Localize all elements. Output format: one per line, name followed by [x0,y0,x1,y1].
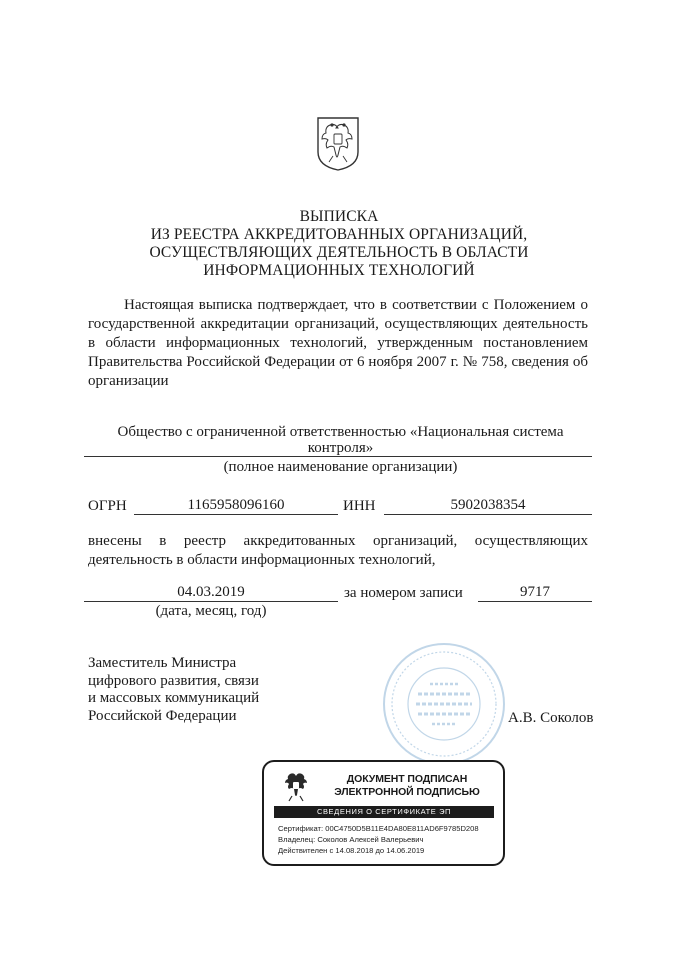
esig-heading-line: ЭЛЕКТРОННОЙ ПОДПИСЬЮ [334,785,480,798]
record-underline [478,601,592,602]
signatory-name: А.В. Соколов [508,710,594,726]
inn-value: 5902038354 [450,497,526,513]
record-number: 9717 [520,584,550,600]
ogrn-underline [134,514,338,515]
document-title-line: ОСУЩЕСТВЛЯЮЩИХ ДЕЯТЕЛЬНОСТЬ В ОБЛАСТИ [149,244,529,261]
document-title-line: ИНФОРМАЦИОННЫХ ТЕХНОЛОГИЙ [203,262,475,279]
certificate-owner: Владелец: Соколов Алексей Валерьевич [278,835,424,844]
signatory-position-line: Российской Федерации [88,707,237,724]
record-number-label: за номером записи [344,585,463,601]
document-title-line: ИЗ РЕЕСТРА АККРЕДИТОВАННЫХ ОРГАНИЗАЦИЙ, [150,226,528,243]
official-stamp [378,640,510,768]
ogrn-value: 1165958096160 [187,497,285,513]
document-title: ВЫПИСКА [299,208,379,225]
coat-of-arms-icon [316,116,360,172]
signatory-position-line: цифрового развития, связи [88,672,259,689]
date-caption: (дата, месяц, год) [155,603,267,619]
ogrn-label: ОГРН [88,498,127,514]
electronic-signature-box [262,760,505,866]
inn-label: ИНН [343,498,376,514]
name-underline [84,456,592,457]
registry-statement: внесены в реестр аккредитованных организаций, осуществляющих деятельность в области информационных технологий, [88,533,588,568]
inn-underline [384,514,592,515]
organization-name-cont: контроля» [307,440,374,456]
date-underline [84,601,338,602]
registration-date: 04.03.2019 [177,584,245,600]
coat-of-arms-icon [282,770,310,804]
certificate-info-band: СВЕДЕНИЯ О СЕРТИФИКАТЕ ЭП [274,806,494,818]
signatory-position [88,655,308,725]
intro-text: Настоящая выписка подтверждает, что в соответствии с Положением о государственной аккредитации организаций, осуществляющих деятельность в области информационных технологий, утвержденным постановлением Правительства Российской Федерации от 6 ноября 2007 г. № 758, сведения об организации [88,297,588,389]
signatory-position-line: и массовых коммуникаций [88,690,260,706]
name-caption: (полное наименование организации) [223,459,458,475]
esig-heading-line: ДОКУМЕНТ ПОДПИСАН [346,773,468,785]
esig-heading [312,773,502,798]
certificate-serial: Сертификат: 00C4750D5B11E4DA80E811AD6F9785D208 [278,824,479,833]
certificate-validity: Действителен с 14.08.2018 до 14.06.2019 [278,846,425,855]
signatory-position-line: Заместитель Министра [88,655,237,671]
organization-name: Общество с ограниченной ответственностью «Национальная система [117,424,564,440]
intro-paragraph [88,296,588,391]
